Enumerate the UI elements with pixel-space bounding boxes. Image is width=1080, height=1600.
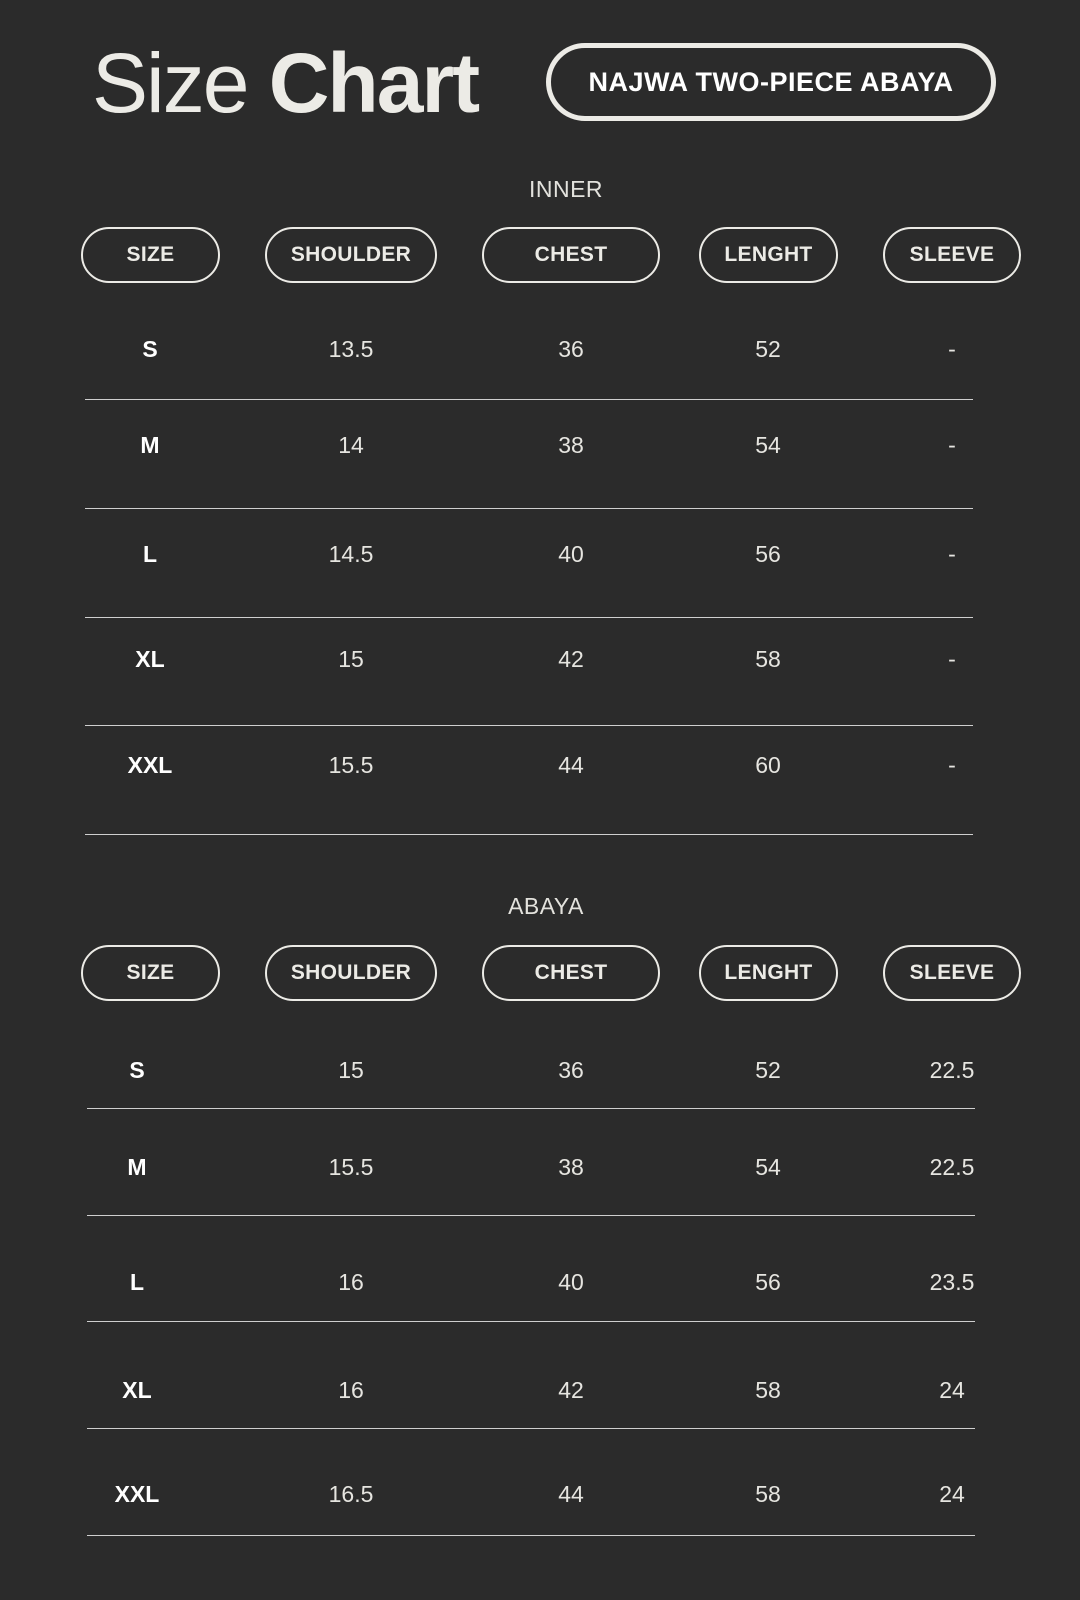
cell-length: 58 <box>755 1377 781 1403</box>
column-header-length: LENGHT <box>699 945 838 1001</box>
row-divider <box>85 508 973 509</box>
cell-size: XL <box>122 1377 152 1403</box>
cell-size: XXL <box>127 752 173 778</box>
product-name-badge: NAJWA TWO-PIECE ABAYA <box>546 43 996 121</box>
cell-length: 58 <box>755 646 781 672</box>
row-divider <box>87 1108 975 1109</box>
row-divider <box>87 1428 975 1429</box>
cell-sleeve: 24 <box>939 1377 965 1403</box>
cell-length: 54 <box>755 432 781 458</box>
cell-chest: 36 <box>558 1057 584 1083</box>
cell-shoulder: 16.5 <box>328 1481 374 1507</box>
cell-size: S <box>142 336 158 362</box>
row-divider <box>87 1215 975 1216</box>
cell-size: L <box>129 1269 145 1295</box>
cell-chest: 40 <box>558 1269 584 1295</box>
column-header-shoulder: SHOULDER <box>265 945 437 1001</box>
cell-sleeve: 23.5 <box>929 1269 975 1295</box>
cell-size: L <box>142 541 158 567</box>
column-header-chest: CHEST <box>482 227 660 283</box>
column-header-shoulder: SHOULDER <box>265 227 437 283</box>
cell-sleeve: 22.5 <box>929 1154 975 1180</box>
cell-chest: 40 <box>558 541 584 567</box>
cell-sleeve: 24 <box>939 1481 965 1507</box>
cell-chest: 38 <box>558 1154 584 1180</box>
title-word-chart: Chart <box>268 36 479 130</box>
cell-shoulder: 15.5 <box>328 1154 374 1180</box>
row-divider <box>87 1321 975 1322</box>
cell-length: 54 <box>755 1154 781 1180</box>
column-header-sleeve: SLEEVE <box>883 227 1021 283</box>
cell-length: 58 <box>755 1481 781 1507</box>
cell-size: M <box>140 432 160 458</box>
row-divider <box>85 725 973 726</box>
cell-chest: 36 <box>558 336 584 362</box>
cell-sleeve: - <box>948 541 956 567</box>
cell-chest: 44 <box>558 752 584 778</box>
row-divider <box>85 617 973 618</box>
cell-sleeve: - <box>948 336 956 362</box>
cell-chest: 38 <box>558 432 584 458</box>
cell-shoulder: 16 <box>338 1377 364 1403</box>
cell-sleeve: 22.5 <box>929 1057 975 1083</box>
cell-length: 52 <box>755 336 781 362</box>
cell-shoulder: 13.5 <box>328 336 374 362</box>
row-divider <box>87 1535 975 1536</box>
cell-length: 60 <box>755 752 781 778</box>
cell-length: 56 <box>755 1269 781 1295</box>
section-label-abaya: ABAYA <box>508 893 584 919</box>
page-title <box>92 38 478 128</box>
cell-chest: 42 <box>558 1377 584 1403</box>
cell-chest: 42 <box>558 646 584 672</box>
row-divider <box>85 399 973 400</box>
cell-sleeve: - <box>948 752 956 778</box>
cell-size: M <box>127 1154 147 1180</box>
cell-shoulder: 16 <box>338 1269 364 1295</box>
cell-shoulder: 15 <box>338 646 364 672</box>
cell-size: XL <box>135 646 165 672</box>
title-word-size: Size <box>92 36 248 130</box>
cell-size: XXL <box>114 1481 160 1507</box>
cell-shoulder: 14 <box>338 432 364 458</box>
column-header-sleeve: SLEEVE <box>883 945 1021 1001</box>
column-header-size: SIZE <box>81 227 220 283</box>
cell-sleeve: - <box>948 432 956 458</box>
cell-shoulder: 14.5 <box>328 541 374 567</box>
cell-length: 56 <box>755 541 781 567</box>
column-header-chest: CHEST <box>482 945 660 1001</box>
cell-chest: 44 <box>558 1481 584 1507</box>
cell-size: S <box>129 1057 145 1083</box>
cell-shoulder: 15.5 <box>328 752 374 778</box>
column-header-size: SIZE <box>81 945 220 1001</box>
cell-length: 52 <box>755 1057 781 1083</box>
row-divider <box>85 834 973 835</box>
cell-sleeve: - <box>948 646 956 672</box>
section-label-inner: INNER <box>528 176 604 202</box>
column-header-length: LENGHT <box>699 227 838 283</box>
cell-shoulder: 15 <box>338 1057 364 1083</box>
